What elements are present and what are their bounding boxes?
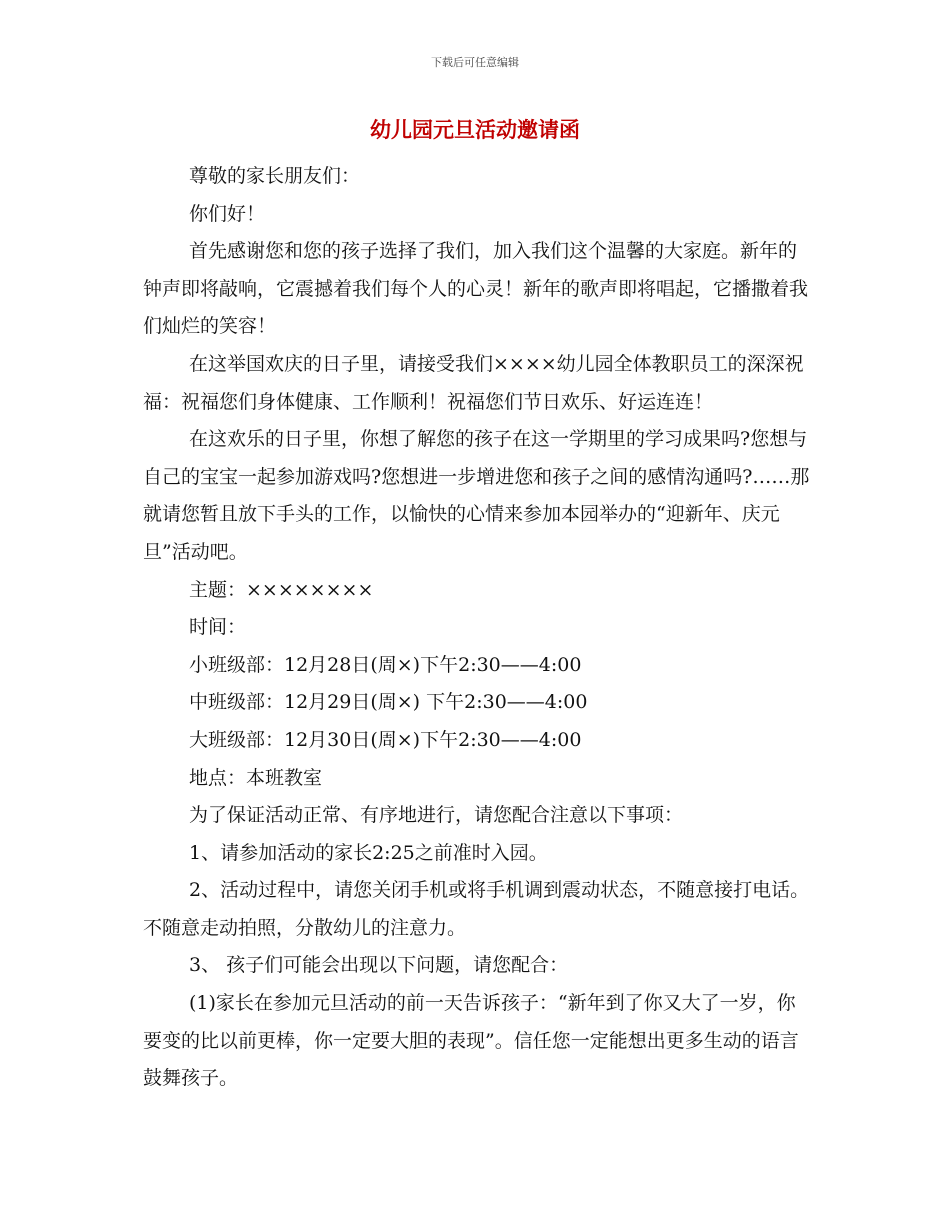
time-large-class: 大班级部：12月30日(周×)下午2:30——4:00	[189, 728, 582, 751]
paragraph-intro: 首先感谢您和您的孩子选择了我们，加入我们这个温馨的大家庭。新年的钟声即将敲响，它震撼着我们每个人的心灵！新年的歌声即将唱起，它播撒着我们灿烂的笑容！	[143, 240, 809, 338]
event-location: 地点：本班教室	[189, 766, 323, 789]
paragraph-invitation: 在这欢乐的日子里，你想了解您的孩子在这一学期里的学习成果吗?您想与自己的宝宝一起参加游戏吗?您想进一步增进您和孩子之间的感情沟通吗?……那就请您暂且放下手头的工作，以愉快的心情来参加本园举办的“迎新年、庆元旦”活动吧。	[143, 428, 810, 563]
document-title: 幼儿园元旦活动邀请函	[370, 117, 580, 142]
notice-item-2: 2、活动过程中，请您关闭手机或将手机调到震动状态，不随意接打电话。不随意走动拍照，分散幼儿的注意力。	[143, 879, 810, 939]
greeting: 你们好！	[189, 202, 266, 225]
time-small-class: 小班级部：12月28日(周×)下午2:30——4:00	[189, 653, 582, 676]
document-body	[143, 158, 813, 1098]
notice-item-3: 3、 孩子们可能会出现以下问题，请您配合：	[189, 954, 569, 977]
header-note: 下载后可任意编辑	[431, 56, 519, 69]
paragraph-blessing: 在这举国欢庆的日子里，请接受我们××××幼儿园全体教职员工的深深祝福：祝福您们身体健康、工作顺利！祝福您们节日欢乐、好运连连！	[143, 352, 804, 413]
notice-subitem-1: (1)家长在参加元旦活动的前一天告诉孩子：“新年到了你又大了一岁，你要变的比以前更棒，你一定要大胆的表现”。信任您一定能想出更多生动的语言鼓舞孩子。	[143, 992, 799, 1090]
notice-intro: 为了保证活动正常、有序地进行，请您配合注意以下事项：	[189, 804, 684, 827]
notice-item-1: 1、请参加活动的家长2:25之前准时入园。	[189, 841, 548, 864]
event-theme: 主题：××××××××	[189, 578, 374, 601]
time-middle-class: 中班级部：12月29日(周×) 下午2:30——4:00	[189, 691, 588, 714]
event-time-label: 时间：	[189, 616, 247, 639]
salutation: 尊敬的家长朋友们：	[189, 165, 361, 187]
